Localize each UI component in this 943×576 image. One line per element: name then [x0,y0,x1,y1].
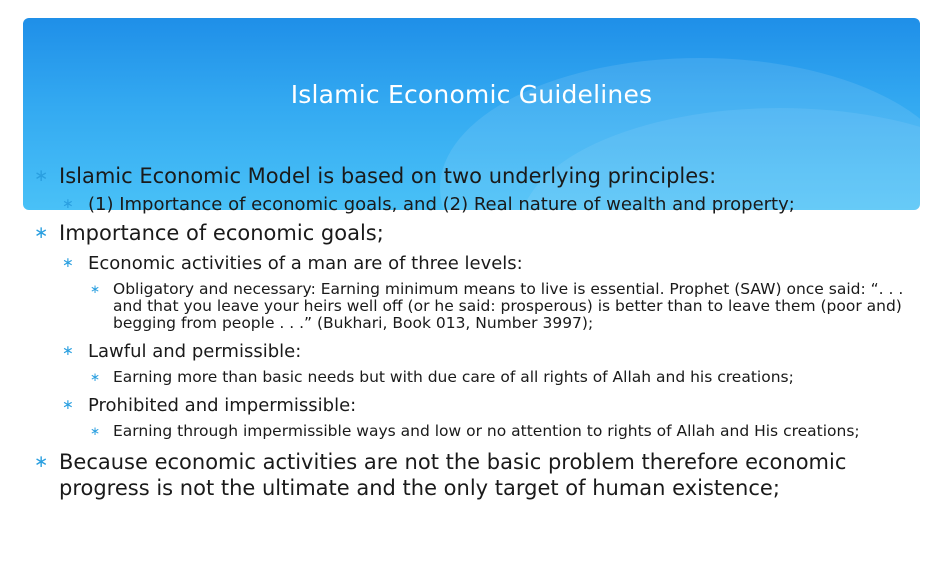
bullet-item [34,220,914,246]
bullet-icon: ∗ [90,370,101,384]
bullet-item [34,449,879,501]
bullet-icon: ∗ [90,282,101,296]
bullet-item [34,163,914,189]
bullet-item [34,394,914,417]
bullet-icon: ∗ [62,255,74,271]
bullet-icon: ∗ [34,452,49,472]
bullet-item [34,423,923,440]
bullet-text: Earning through impermissible ways and low or no attention to rights of Allah and His creations; [113,422,860,440]
bullet-text: Earning more than basic needs but with due care of all rights of Allah and his creations; [113,368,794,386]
bullet-item [34,281,923,332]
bullet-text: Lawful and permissible: [88,341,302,362]
bullet-text: Prohibited and impermissible: [88,395,357,416]
bullet-icon: ∗ [62,343,74,359]
bullet-icon: ∗ [62,397,74,413]
bullet-text: Economic activities of a man are of three levels: [88,253,523,274]
bullet-text: Obligatory and necessary: Earning minimum means to live is essential. Prophet (SAW) once said: “. . . and that you leave your heirs well off (or he said: prosperous) is better than to leave them (poor and) begging from people . . .” (Bukhari, Book 013, Number 3997); [113,280,904,332]
bullet-text: Because economic activities are not the basic problem therefore economic progress is not the ultimate and the only target of human existence; [59,450,847,500]
bullet-icon: ∗ [34,166,49,186]
bullet-item [34,252,914,275]
bullet-text: Importance of economic goals; [59,221,384,245]
bullet-text: Islamic Economic Model is based on two underlying principles: [59,164,717,188]
bullet-item [34,369,914,386]
bullet-icon: ∗ [62,196,74,212]
bullet-icon: ∗ [90,424,101,438]
slide-title: Islamic Economic Guidelines [290,80,653,109]
bullet-text: (1) Importance of economic goals, and (2) Real nature of wealth and property; [88,194,795,215]
bullet-item [34,193,914,216]
bullet-item [34,340,914,363]
bullet-icon: ∗ [34,223,49,243]
bullet-list [34,163,914,501]
